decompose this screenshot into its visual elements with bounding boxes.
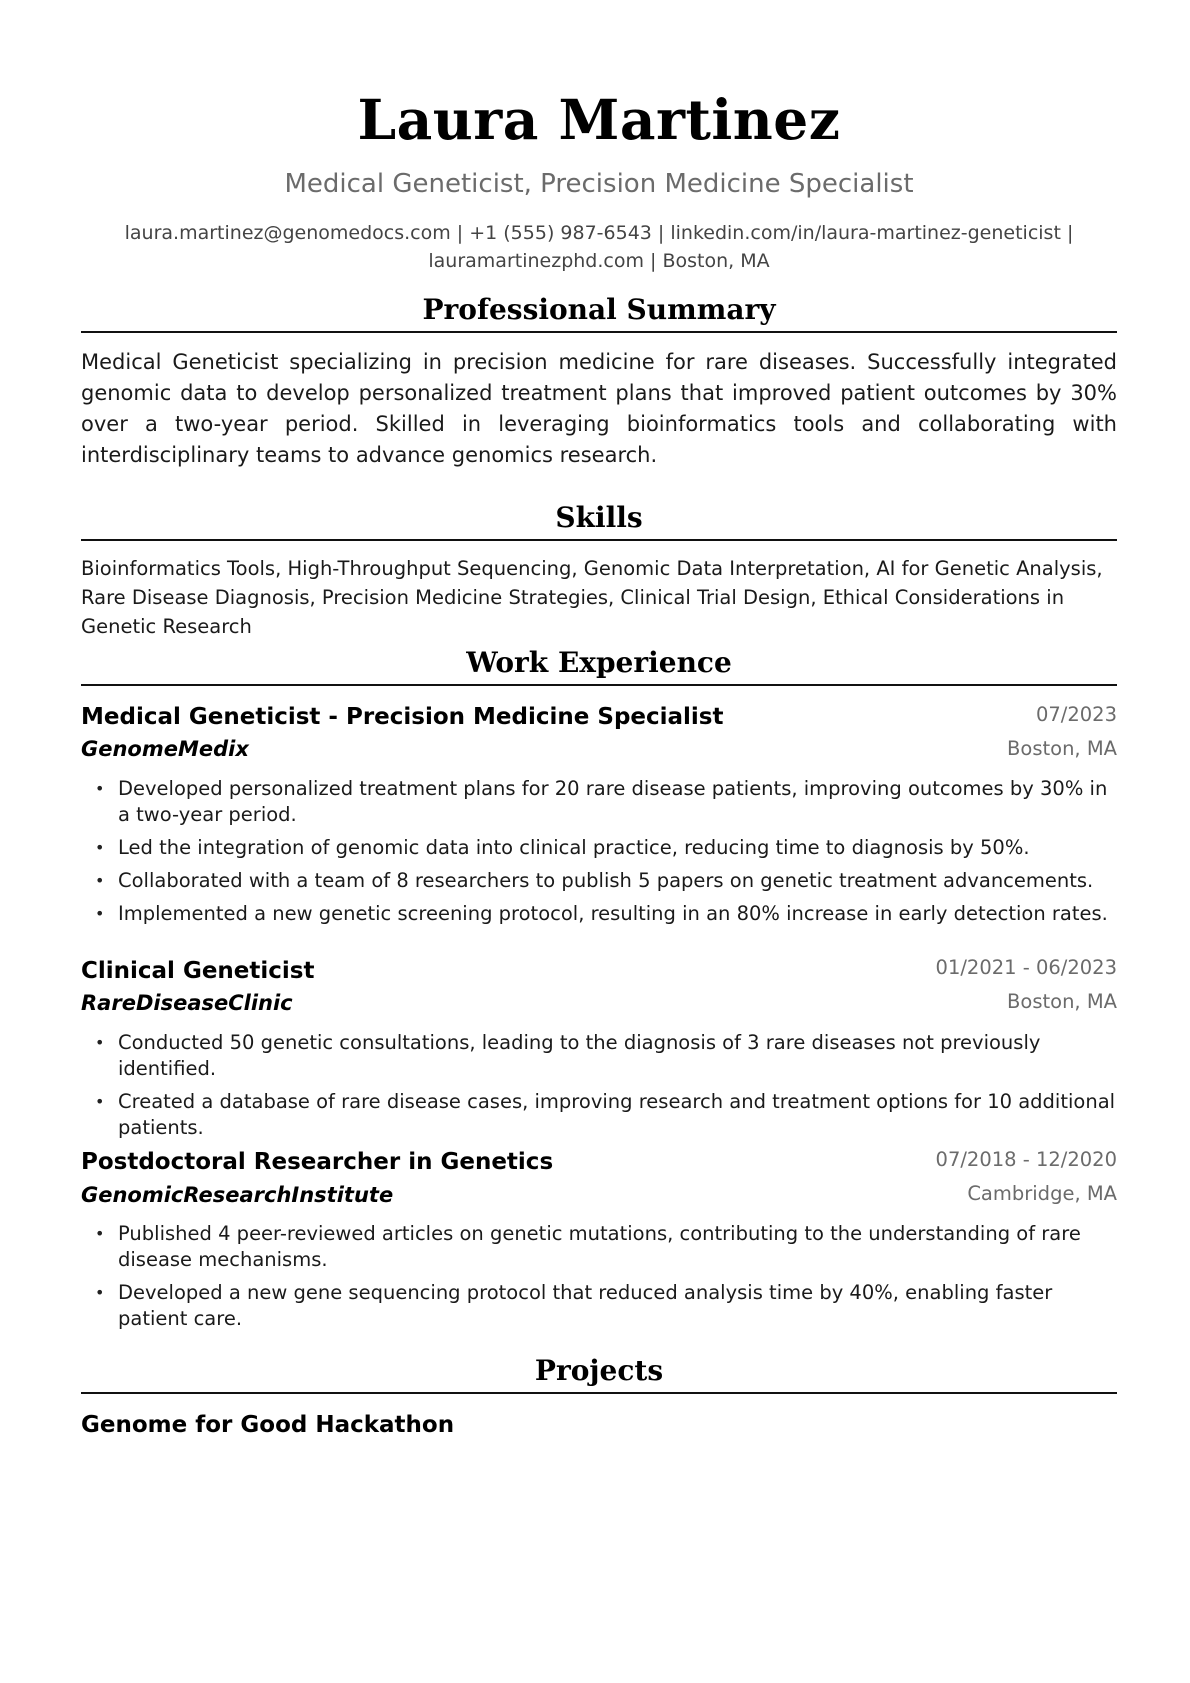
list-item: • Developed a new gene sequencing protocol that reduced analysis time by 40%, enabling faster patient care.: [81, 1280, 1117, 1332]
job-date: 01/2021 - 06/2023: [935, 956, 1117, 979]
job-company: GenomeMedix: [81, 737, 249, 761]
job-date: 07/2018 - 12/2020: [935, 1148, 1117, 1171]
section-divider: [81, 539, 1117, 541]
summary-text: Medical Geneticist specializing in precision medicine for rare diseases. Successfully integrated genomic data to develop personalized treatment plans that improved patient outcomes by 30% over a two-year period. Skilled in leveraging bioinformatics tools and collaborating with interdisciplinary teams to advance genomics research.: [81, 350, 1117, 467]
contact-info: [81, 219, 1117, 275]
job-title: Clinical Geneticist: [81, 958, 315, 984]
list-item: • Implemented a new genetic screening protocol, resulting in an 80% increase in early detection rates.: [81, 901, 1117, 927]
job-location: Boston, MA: [1007, 737, 1117, 760]
section-title-summary: Professional Summary: [422, 293, 776, 326]
job-title: Postdoctoral Researcher in Genetics: [81, 1149, 554, 1175]
job-company: GenomicResearchInstitute: [81, 1183, 394, 1207]
candidate-name: Laura Martinez: [357, 87, 841, 152]
list-item: • Developed personalized treatment plans for 20 rare disease patients, improving outcomes by 30% in a two-year period.: [81, 776, 1117, 828]
section-divider: [81, 331, 1117, 333]
section-title-projects: Projects: [534, 1354, 664, 1387]
skills-list: Bioinformatics Tools, High-Throughput Sequencing, Genomic Data Interpretation, AI for Genetic Analysis, Rare Disease Diagnosis, Precision Medicine Strategies, Clinical Trial Design, Ethical Considerations in Genetic Research: [81, 557, 1103, 638]
list-item: • Published 4 peer-reviewed articles on genetic mutations, contributing to the understanding of rare disease mechanisms.: [81, 1221, 1117, 1273]
list-item: • Collaborated with a team of 8 researchers to publish 5 papers on genetic treatment advancements.: [81, 868, 1117, 894]
job-title: Medical Geneticist - Precision Medicine Specialist: [81, 704, 724, 730]
section-divider: [81, 1392, 1117, 1394]
contact-line-2: lauramartinezphd.com | Boston, MA: [428, 250, 770, 272]
job-company: RareDiseaseClinic: [81, 991, 293, 1015]
list-item: • Created a database of rare disease cases, improving research and treatment options for 10 additional patients.: [81, 1089, 1117, 1141]
job-location: Boston, MA: [1007, 990, 1117, 1013]
job-location: Cambridge, MA: [967, 1182, 1117, 1205]
candidate-headline: Medical Geneticist, Precision Medicine Specialist: [284, 169, 914, 199]
section-divider: [81, 684, 1117, 686]
list-item: • Led the integration of genomic data into clinical practice, reducing time to diagnosis by 50%.: [81, 835, 1117, 861]
job-bullets: [81, 1030, 1117, 1148]
project-title: Genome for Good Hackathon: [81, 1412, 455, 1438]
job-bullets: [81, 776, 1117, 934]
job-date: 07/2023: [1035, 703, 1117, 726]
list-item: • Conducted 50 genetic consultations, leading to the diagnosis of 3 rare diseases not previously identified.: [81, 1030, 1117, 1082]
contact-line-1: laura.martinez@genomedocs.com | +1 (555) 987-6543 | linkedin.com/in/laura-martinez-geneticist |: [124, 222, 1074, 244]
section-title-experience: Work Experience: [466, 646, 732, 679]
job-bullets: [81, 1221, 1117, 1339]
section-title-skills: Skills: [555, 501, 643, 534]
